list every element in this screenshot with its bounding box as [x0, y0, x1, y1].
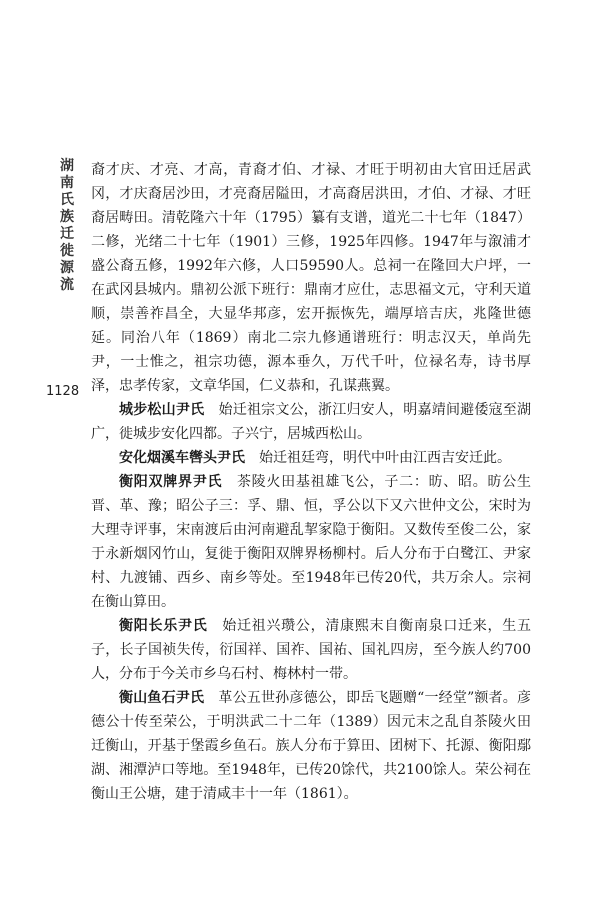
entry-paragraph	[91, 470, 531, 614]
entry-text: 革公五世孙彦德公，即岳飞题赠“一经堂”额者。彦德公十传至荣公，于明洪武二十二年（1389）因元末之乱自茶陵火田迁衡山，开基于堡霞乡鱼石。族人分布于算田、团树下、托源、衡阳鄢湖、湘潭泸口等地。至1948年，已传20馀代，共2100馀人。荣公祠在衡山王公塘，建于清咸丰十一年（1861）。	[91, 690, 532, 802]
entry-title: 城步松山尹氏	[119, 402, 205, 418]
entry-paragraph	[91, 614, 531, 686]
entry-text: 始迁祖兴瓒公，清康熙末自衡南泉口迁来，生五子，长子国祯失传，衍国祥、国祚、国祐、国礼四房，至今族人约700人，分布于今关市乡乌石村、梅林村一带。	[91, 618, 532, 682]
running-head: 湖南氏族迁徙源流	[60, 158, 74, 293]
entry-title: 衡阳长乐尹氏	[119, 618, 208, 634]
entry-paragraph	[91, 398, 531, 446]
entry-paragraph	[91, 686, 531, 806]
entry-title: 衡山鱼石尹氏	[119, 690, 205, 706]
entry-paragraph	[91, 446, 531, 470]
entry-text: 始迁祖宗文公，浙江归安人，明嘉靖间避倭寇至湖广，徙城步安化四都。子兴宁，居城西松山。	[91, 402, 532, 442]
entry-text: 茶陵火田基祖雄飞公，子二：昉、昭。昉公生晋、革、豫；昭公子三：孚、鼎、恒，孚公以下又六世仲文公，宋时为大理寺评事，宋南渡后由河南避乱挈家隐于衡阳。又数传至俊二公，家于永新烟冈竹山，复徙于衡阳双牌界杨柳村。后人分布于白鹭江、尹家村、九渡铺、西乡、南乡等处。至1948年已传20代，共万余人。宗祠在衡山算田。	[91, 474, 532, 610]
paragraph	[91, 158, 531, 398]
body-text	[91, 158, 531, 806]
entry-title: 安化烟溪车辔头尹氏	[119, 450, 245, 466]
page-number: 1128	[46, 384, 80, 399]
paragraph-text: 裔才庆、才亮、才高，青裔才伯、才禄、才旺于明初由大官田迁居武冈，才庆裔居沙田，才亮裔居隘田，才高裔居洪田，才伯、才禄、才旺裔居畴田。清乾隆六十年（1795）纂有支谱，道光二十七年（1847）二修，光绪二十七年（1901）三修，1925年四修。1947年与溆浦才盛公裔五修，1992年六修，人口59590人。总祠一在隆回大户坪，一在武冈县城内。鼎初公派下班行：鼎南才应仕，志思福文元，守利天道顺，崇善祚昌全，大显华邦彦，宏开振恢先，端厚培吉庆，兆隆世德延。同治八年（1869）南北二宗九修通谱班行：明志汉天，单尚先尹，一士惟之，祖宗功德，源本垂久，万代千叶，位禄名寿，诗书厚泽，忠孝传家，文章华国，仁义恭和，孔谋燕翼。	[91, 162, 531, 394]
entry-text: 始迁祖廷弯，明代中叶由江西吉安迁此。	[259, 450, 511, 466]
entry-title: 衡阳双牌界尹氏	[119, 474, 223, 490]
